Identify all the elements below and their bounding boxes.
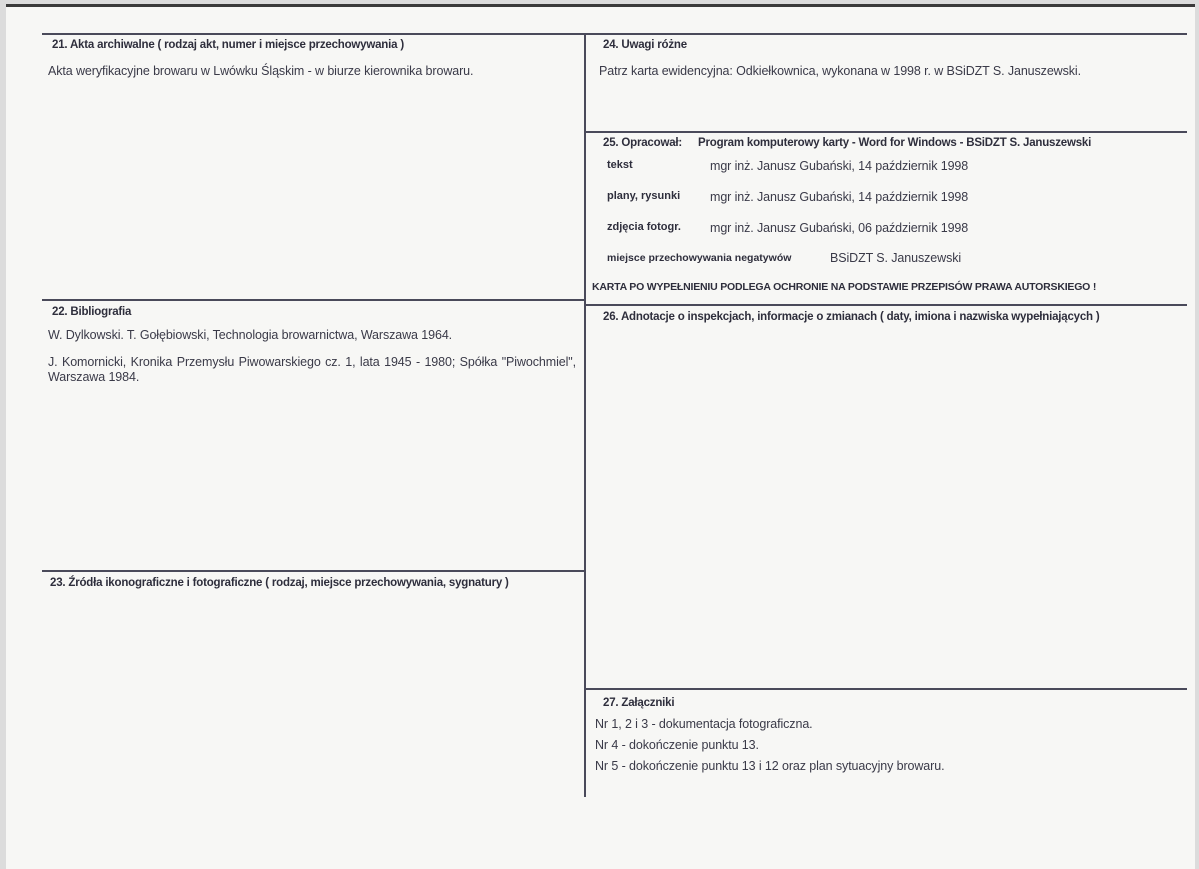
author-row-label: tekst [607,159,633,171]
author-row-label: plany, rysunki [607,190,681,202]
left-divider-21-22 [42,299,584,301]
author-row-value: mgr inż. Janusz Gubański, 06 październik 1998 [710,221,969,235]
attachment-item: Nr 1, 2 i 3 - dokumentacja fotograficzna. [595,717,813,731]
attachment-item: Nr 4 - dokończenie punktu 13. [595,738,759,752]
author-row-label: zdjęcia fotogr. [607,221,681,233]
section-22-heading: 22. Bibliografia [52,306,132,318]
section-27-heading: 27. Załączniki [603,697,675,709]
author-row-value: mgr inż. Janusz Gubański, 14 październik 1998 [710,159,969,173]
center-divider [584,33,586,797]
bibliography-entry: W. Dylkowski. T. Gołębiowski, Technologia browarnictwa, Warszawa 1964. [48,328,453,342]
right-divider-26-27 [586,688,1187,690]
section-24-heading: 24. Uwagi różne [603,39,687,51]
left-divider-22-23 [42,570,584,572]
section-25-program: Program komputerowy karty - Word for Windows - BSiDZT S. Januszewski [698,137,1092,149]
negatives-label: miejsce przechowywania negatywów [607,252,792,264]
attachment-item: Nr 5 - dokończenie punktu 13 i 12 oraz plan sytuacyjny browaru. [595,759,945,773]
section-21-heading: 21. Akta archiwalne ( rodzaj akt, numer i miejsce przechowywania ) [52,39,404,51]
right-divider-25-26 [586,304,1187,306]
record-card [6,4,1195,869]
top-rule [42,33,1187,35]
copyright-notice: KARTA PO WYPEŁNIENIU PODLEGA OCHRONIE NA PODSTAWIE PRZEPISÓW PRAWA AUTORSKIEGO ! [592,281,1097,293]
section-23-heading: 23. Źródła ikonograficzne i fotograficzne ( rodzaj, miejsce przechowywania, sygnatury ) [50,577,509,589]
section-21-text: Akta weryfikacyjne browaru w Lwówku Śląskim - w biurze kierownika browaru. [48,64,474,78]
section-24-text: Patrz karta ewidencyjna: Odkiełkownica, wykonana w 1998 r. w BSiDZT S. Januszewski. [599,64,1081,78]
bibliography-entry: J. Komornicki, Kronika Przemysłu Piwowarskiego cz. 1, lata 1945 - 1980; Spółka "Piwochmiel", Warszawa 1984. [48,355,576,384]
negatives-value: BSiDZT S. Januszewski [830,251,962,265]
section-25-heading: 25. Opracował: [603,137,683,149]
section-26-heading: 26. Adnotacje o inspekcjach, informacje o zmianach ( daty, imiona i nazwiska wypełniających ) [603,311,1100,323]
right-divider-24-25 [586,131,1187,133]
author-row-value: mgr inż. Janusz Gubański, 14 październik 1998 [710,190,969,204]
